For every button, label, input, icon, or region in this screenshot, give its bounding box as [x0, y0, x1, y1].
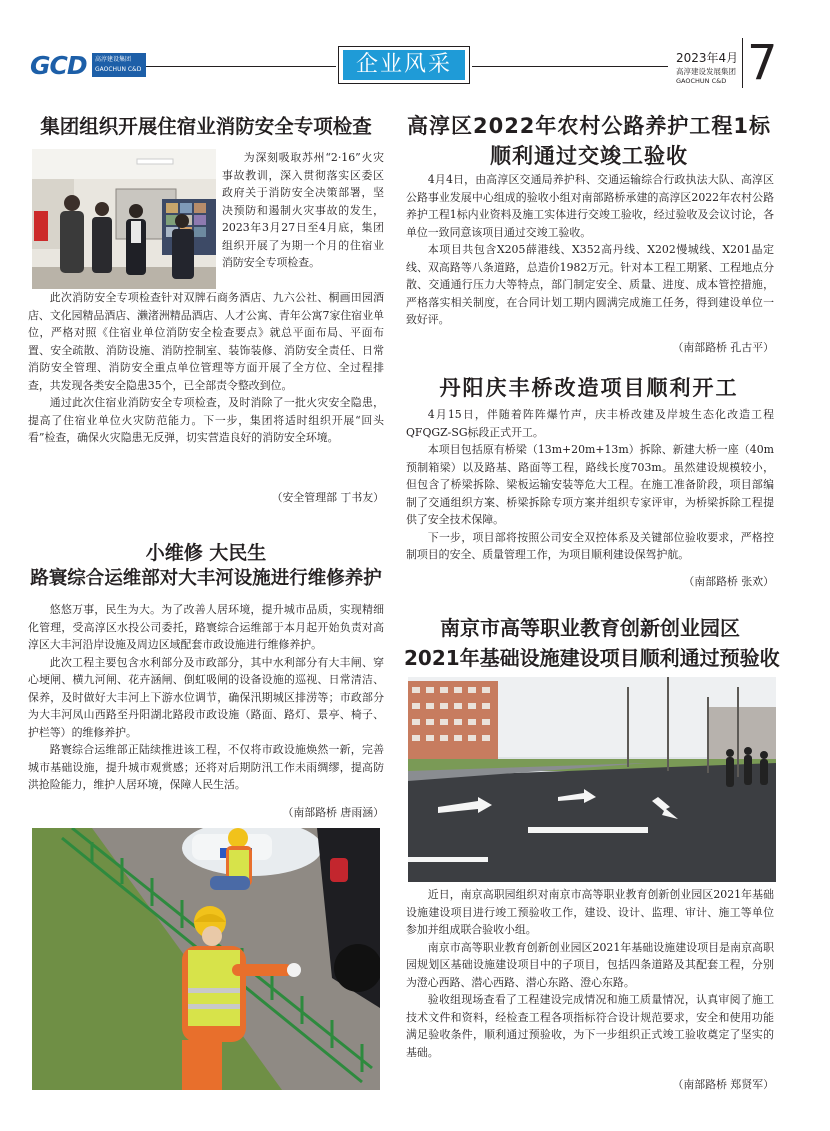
article3-paragraph: 此次工程主要包含水利部分及市政部分，其中水利部分有大丰闸、穿心埂闸、横九河闸、花卉涵闸、倒虹吸闸的设备设施的巡视、日常清洁、保养，及时做好大丰河上下游水位调节，确保汛期城区排涝等；市政部分为大丰河凤山西路至丹阳湖北路段市政设施（路面、路灯、景亭、椅子、护栏等）的维修养护。 [28, 655, 384, 739]
article5-photo [408, 677, 776, 882]
article5-title-line2: 2021年基础设施建设项目顺利通过预验收 [404, 646, 780, 670]
article3-paragraph: 路寰综合运维部正陆续推进该工程，不仅将市政设施焕然一新，完善城市基础设施，提升城市观赏感；还将对后期防汛工作未雨绸缪，提高防洪抢险能力，维护人居环境，保障人民生活。 [28, 743, 384, 791]
issue-date: 2023年4月 [676, 51, 739, 65]
article1-signature: （安全管理部 丁书友） [271, 491, 384, 504]
article2-title-line2: 顺利通过交竣工验收 [490, 144, 688, 168]
article2-paragraph: 本项目共包含X205薛港线、X352高丹线、X202慢城线、X201晶定线、双高路等八条道路，总造价1982万元。针对本工程工期紧、工程地点分散、交通通行压力大等特点，部门制定安全、质量、进度、成本管控措施，严格落实相关制度，在合同计划工期内圆满完成施工任务，得到建设单位一致好评。 [406, 243, 774, 326]
issue-org: 高淳建设发展集团 [676, 67, 736, 76]
article1-intro-text: 为深刻吸取苏州“2·16”火灾事故教训，深入贯彻落实区委区政府关于消防安全决策部署，坚决预防和遏制火灾事故的发生，2023年3月27日至4月底，集团组织开展了为期一个月的住宿业消防安全专项检查。 [222, 151, 384, 269]
article1-photo [32, 149, 216, 289]
article3-title-line1: 小维修 大民生 [145, 542, 267, 564]
article2-body [406, 171, 774, 329]
article1-paragraph: 通过此次住宿业消防安全专项检查，及时消除了一批火灾安全隐患，提高了住宿业单位火灾防范能力。下一步，集团将适时组织开展“回头看”检查，确保火灾隐患无反弹，切实营造良好的消防安全环境。 [28, 396, 384, 444]
new-road-photo-illustration [408, 677, 776, 882]
article4-paragraph: 4月15日，伴随着阵阵爆竹声，庆丰桥改建及岸坡生态化改造工程QFQGZ-SG标段正式开工。 [406, 408, 774, 439]
article4-title: 丹阳庆丰桥改造项目顺利开工 [439, 376, 739, 400]
article5-title-line1: 南京市高等职业教育创新创业园区 [440, 616, 740, 640]
article3-photo [32, 828, 380, 1090]
article2-paragraph: 4月4日，由高淳区交通局养护科、交通运输综合行政执法大队、高淳区公路事业发展中心组成的验收小组对南部路桥承建的高淳区2022年农村公路养护工程1标内业资料及施工实体进行交竣工验收，经过验收及会议讨论，各单位一致同意该项目通过交竣工验收。 [406, 173, 774, 239]
article5-paragraph: 近日，南京高职园组织对南京市高等职业教育创新创业园区2021年基础设施建设项目进行竣工预验收工作，建设、设计、监理、审计、施工等单位参加并组成联合验收小组。 [406, 888, 774, 936]
article4-signature: （南部路桥 张欢） [683, 575, 774, 588]
article1-paragraph: 此次消防安全专项检查针对双牌石商务酒店、九六公社、桐画田园酒店、文化园精品酒店、濑渚洲精品酒店、人才公寓、青年公寓7家住宿业单位，严格对照《住宿业单位消防安全检查要点》就总平面布局、平面布置、安全疏散、消防设施、消防控制室、装饰装修、消防安全责任、日常消防安全管理、消防安全重点单位管理等方面开展了全方位、全过程排查，共发现各类安全隐患35个，已全部责令整改到位。 [28, 291, 384, 392]
issue-org-en: GAOCHUN C&D [676, 77, 727, 85]
header-rule-left [146, 66, 336, 67]
logo-org-en: GAOCHUN C&D [95, 66, 142, 73]
article4-paragraph: 下一步，项目部将按照公司安全双控体系及关键部位验收要求，严格控制项目的安全、质量管理工作，为项目顺利建设保驾护航。 [406, 530, 774, 561]
article3-signature: （南部路桥 唐雨涵） [282, 806, 384, 819]
article5-signature: （南部路桥 郑贤军） [672, 1078, 774, 1091]
article3-title-line2: 路寰综合运维部对大丰河设施进行维修养护 [30, 568, 382, 589]
article2-signature: （南部路桥 孔古平） [672, 341, 774, 354]
railing-repair-photo-illustration [32, 828, 380, 1090]
logo-org-cn: 高淳建设集团 [95, 56, 132, 63]
article1-title: 集团组织开展住宿业消防安全专项检查 [40, 115, 372, 138]
article5-body [406, 886, 774, 1061]
article5-paragraph: 验收组现场查看了工程建设完成情况和施工质量情况，认真审阅了施工技术文件和资料，经检查工程各项指标符合设计规范要求，安全和使用功能满足验收条件，顺利通过预验收，为下一步组织正式竣工验收奠定了坚实的基础。 [406, 993, 774, 1059]
article4-body [406, 406, 774, 564]
article1-body [28, 289, 384, 447]
section-tab [338, 46, 470, 84]
article5-paragraph: 南京市高等职业教育创新创业园区2021年基础设施建设项目是南京高职园规划区基础设施建设项目中的子项目，包括四条道路及其配套工程，分别为澄心西路、潜心西路、潜心东路、澄心东路。 [406, 940, 774, 989]
article1-intro [222, 149, 384, 272]
inspection-photo-illustration [32, 149, 216, 289]
section-title: 企业风采 [343, 50, 465, 80]
article3-body [28, 601, 384, 794]
article4-paragraph: 本项目包括原有桥梁（13m+20m+13m）拆除、新建大桥一座（40m预制箱梁）以及路基、路面等工程，路线长度703m。虽然建设规模较小，但包含了桥梁拆除、梁板运输安装等危大工程。在施工准备阶段，项目部编制了交通组织方案、桥梁拆除专项方案并组织专家评审，为桥梁拆除工程提供了安全技术保障。 [406, 443, 774, 526]
logo-mark: GCD [30, 51, 87, 80]
header-rule-right [472, 66, 668, 67]
page-number: 7 [742, 38, 787, 88]
article2-title-line1: 高淳区2022年农村公路养护工程1标 [406, 114, 772, 138]
article3-paragraph: 悠悠万事，民生为大。为了改善人居环境，提升城市品质，实现精细化管理，受高淳区水投公司委托，路寰综合运维部于本月起开始负责对高淳区大丰河沿岸设施及周边区域配套市政设施进行维修养护。 [28, 603, 384, 651]
logo-org-block [92, 53, 146, 77]
